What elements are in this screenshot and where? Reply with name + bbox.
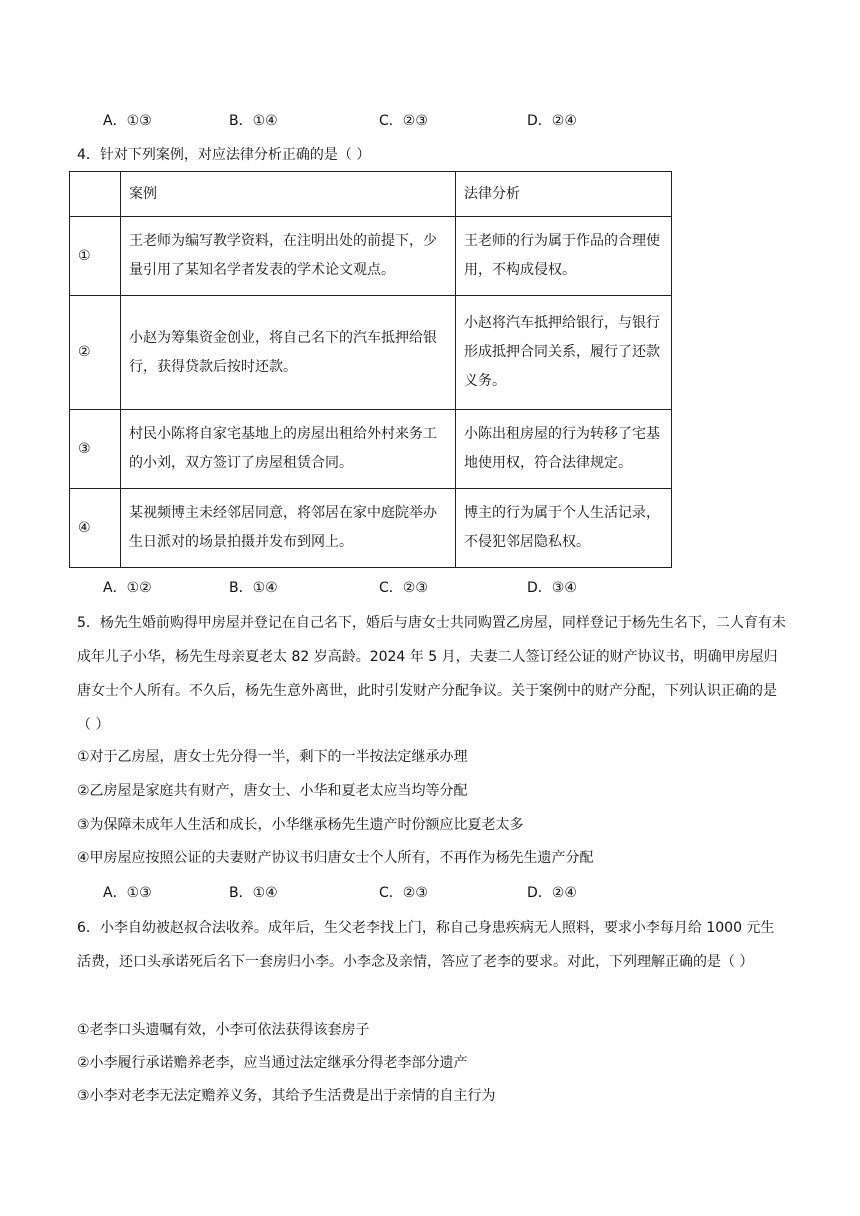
q5-item-4: ④甲房屋应按照公证的夫妻财产协议书归唐女士个人所有，不再作为杨先生遗产分配: [77, 850, 594, 866]
option-d: D．②④: [527, 885, 577, 901]
row-num: ②: [70, 296, 121, 410]
option-a: A．①③: [103, 113, 152, 129]
table-row: [70, 296, 672, 410]
q4-stem: 4．针对下列案例，对应法律分析正确的是（ ）: [77, 147, 371, 163]
q6-item-3: ③小李对老李无法定赡养义务，其给予生活费是出于亲情的自主行为: [77, 1088, 496, 1104]
q6-item-2: ②小李履行承诺赡养老李，应当通过法定继承分得老李部分遗产: [77, 1055, 468, 1071]
q5-item-2: ②乙房屋是家庭共有财产，唐女士、小华和夏老太应当均等分配: [77, 783, 468, 799]
option-c: C．②③: [379, 113, 428, 129]
header-case: 案例: [121, 172, 456, 217]
option-d: D．②④: [527, 113, 577, 129]
option-c: C．②③: [379, 580, 428, 596]
row-num: ①: [70, 217, 121, 296]
q5-item-1: ①对于乙房屋，唐女士先分得一半，剩下的一半按法定继承办理: [77, 749, 468, 765]
q4-options: [103, 578, 823, 600]
q5-item-3: ③为保障未成年人生活和成长，小华继承杨先生遗产时份额应比夏老太多: [77, 817, 524, 833]
row-analysis: 王老师的行为属于作品的合理使用，不构成侵权。: [456, 217, 672, 296]
table-row: [70, 410, 672, 489]
row-case: 小赵为筹集资金创业，将自己名下的汽车抵押给银行，获得贷款后按时还款。: [121, 296, 456, 410]
q5-options: [103, 883, 823, 905]
row-num: ③: [70, 410, 121, 489]
option-a: A．①②: [103, 580, 152, 596]
table-header-row: [70, 172, 672, 217]
option-b: B．①④: [229, 113, 278, 129]
header-num: [70, 172, 121, 217]
row-case: 王老师为编写教学资料，在注明出处的前提下，少量引用了某知名学者发表的学术论文观点。: [121, 217, 456, 296]
row-num: ④: [70, 489, 121, 568]
row-analysis: 博主的行为属于个人生活记录，不侵犯邻居隐私权。: [456, 489, 672, 568]
option-b: B．①④: [229, 580, 278, 596]
table-row: [70, 217, 672, 296]
option-a: A．①③: [103, 885, 152, 901]
q5-stem: 5．杨先生婚前购得甲房屋并登记在自己名下，婚后与唐女士共同购置乙房屋，同样登记于杨先生名下，二人育有未成年儿子小华，杨先生母亲夏老太 82 岁高龄。2024 年 5 月，夫妻二人签订经公证的财产协议书，明确甲房屋归唐女士个人所有。不久后，杨先生意外离世，此时引发财产分配争议。关于案例中的财产分配，下列认识正确的是（ ）: [77, 615, 786, 733]
row-analysis: 小赵将汽车抵押给银行，与银行形成抵押合同关系，履行了还款义务。: [456, 296, 672, 410]
option-d: D．③④: [527, 580, 577, 596]
q6-item-1: ①老李口头遗嘱有效，小李可依法获得该套房子: [77, 1022, 370, 1038]
table-row: [70, 489, 672, 568]
q6-stem: 6．小李自幼被赵叔合法收养。成年后，生父老李找上门，称自己身患疾病无人照料，要求小李每月给 1000 元生活费，还口头承诺死后名下一套房归小李。小李念及亲情，答应了老李的要求。对此，下列理解正确的是（ ）: [77, 920, 775, 970]
option-b: B．①④: [229, 885, 278, 901]
row-analysis: 小陈出租房屋的行为转移了宅基地使用权，符合法律规定。: [456, 410, 672, 489]
option-c: C．②③: [379, 885, 428, 901]
q3-options: [103, 111, 823, 133]
q4-case-table: [69, 171, 672, 568]
header-analysis: 法律分析: [456, 172, 672, 217]
row-case: 村民小陈将自家宅基地上的房屋出租给外村来务工的小刘，双方签订了房屋租赁合同。: [121, 410, 456, 489]
row-case: 某视频博主未经邻居同意，将邻居在家中庭院举办生日派对的场景拍摄并发布到网上。: [121, 489, 456, 568]
